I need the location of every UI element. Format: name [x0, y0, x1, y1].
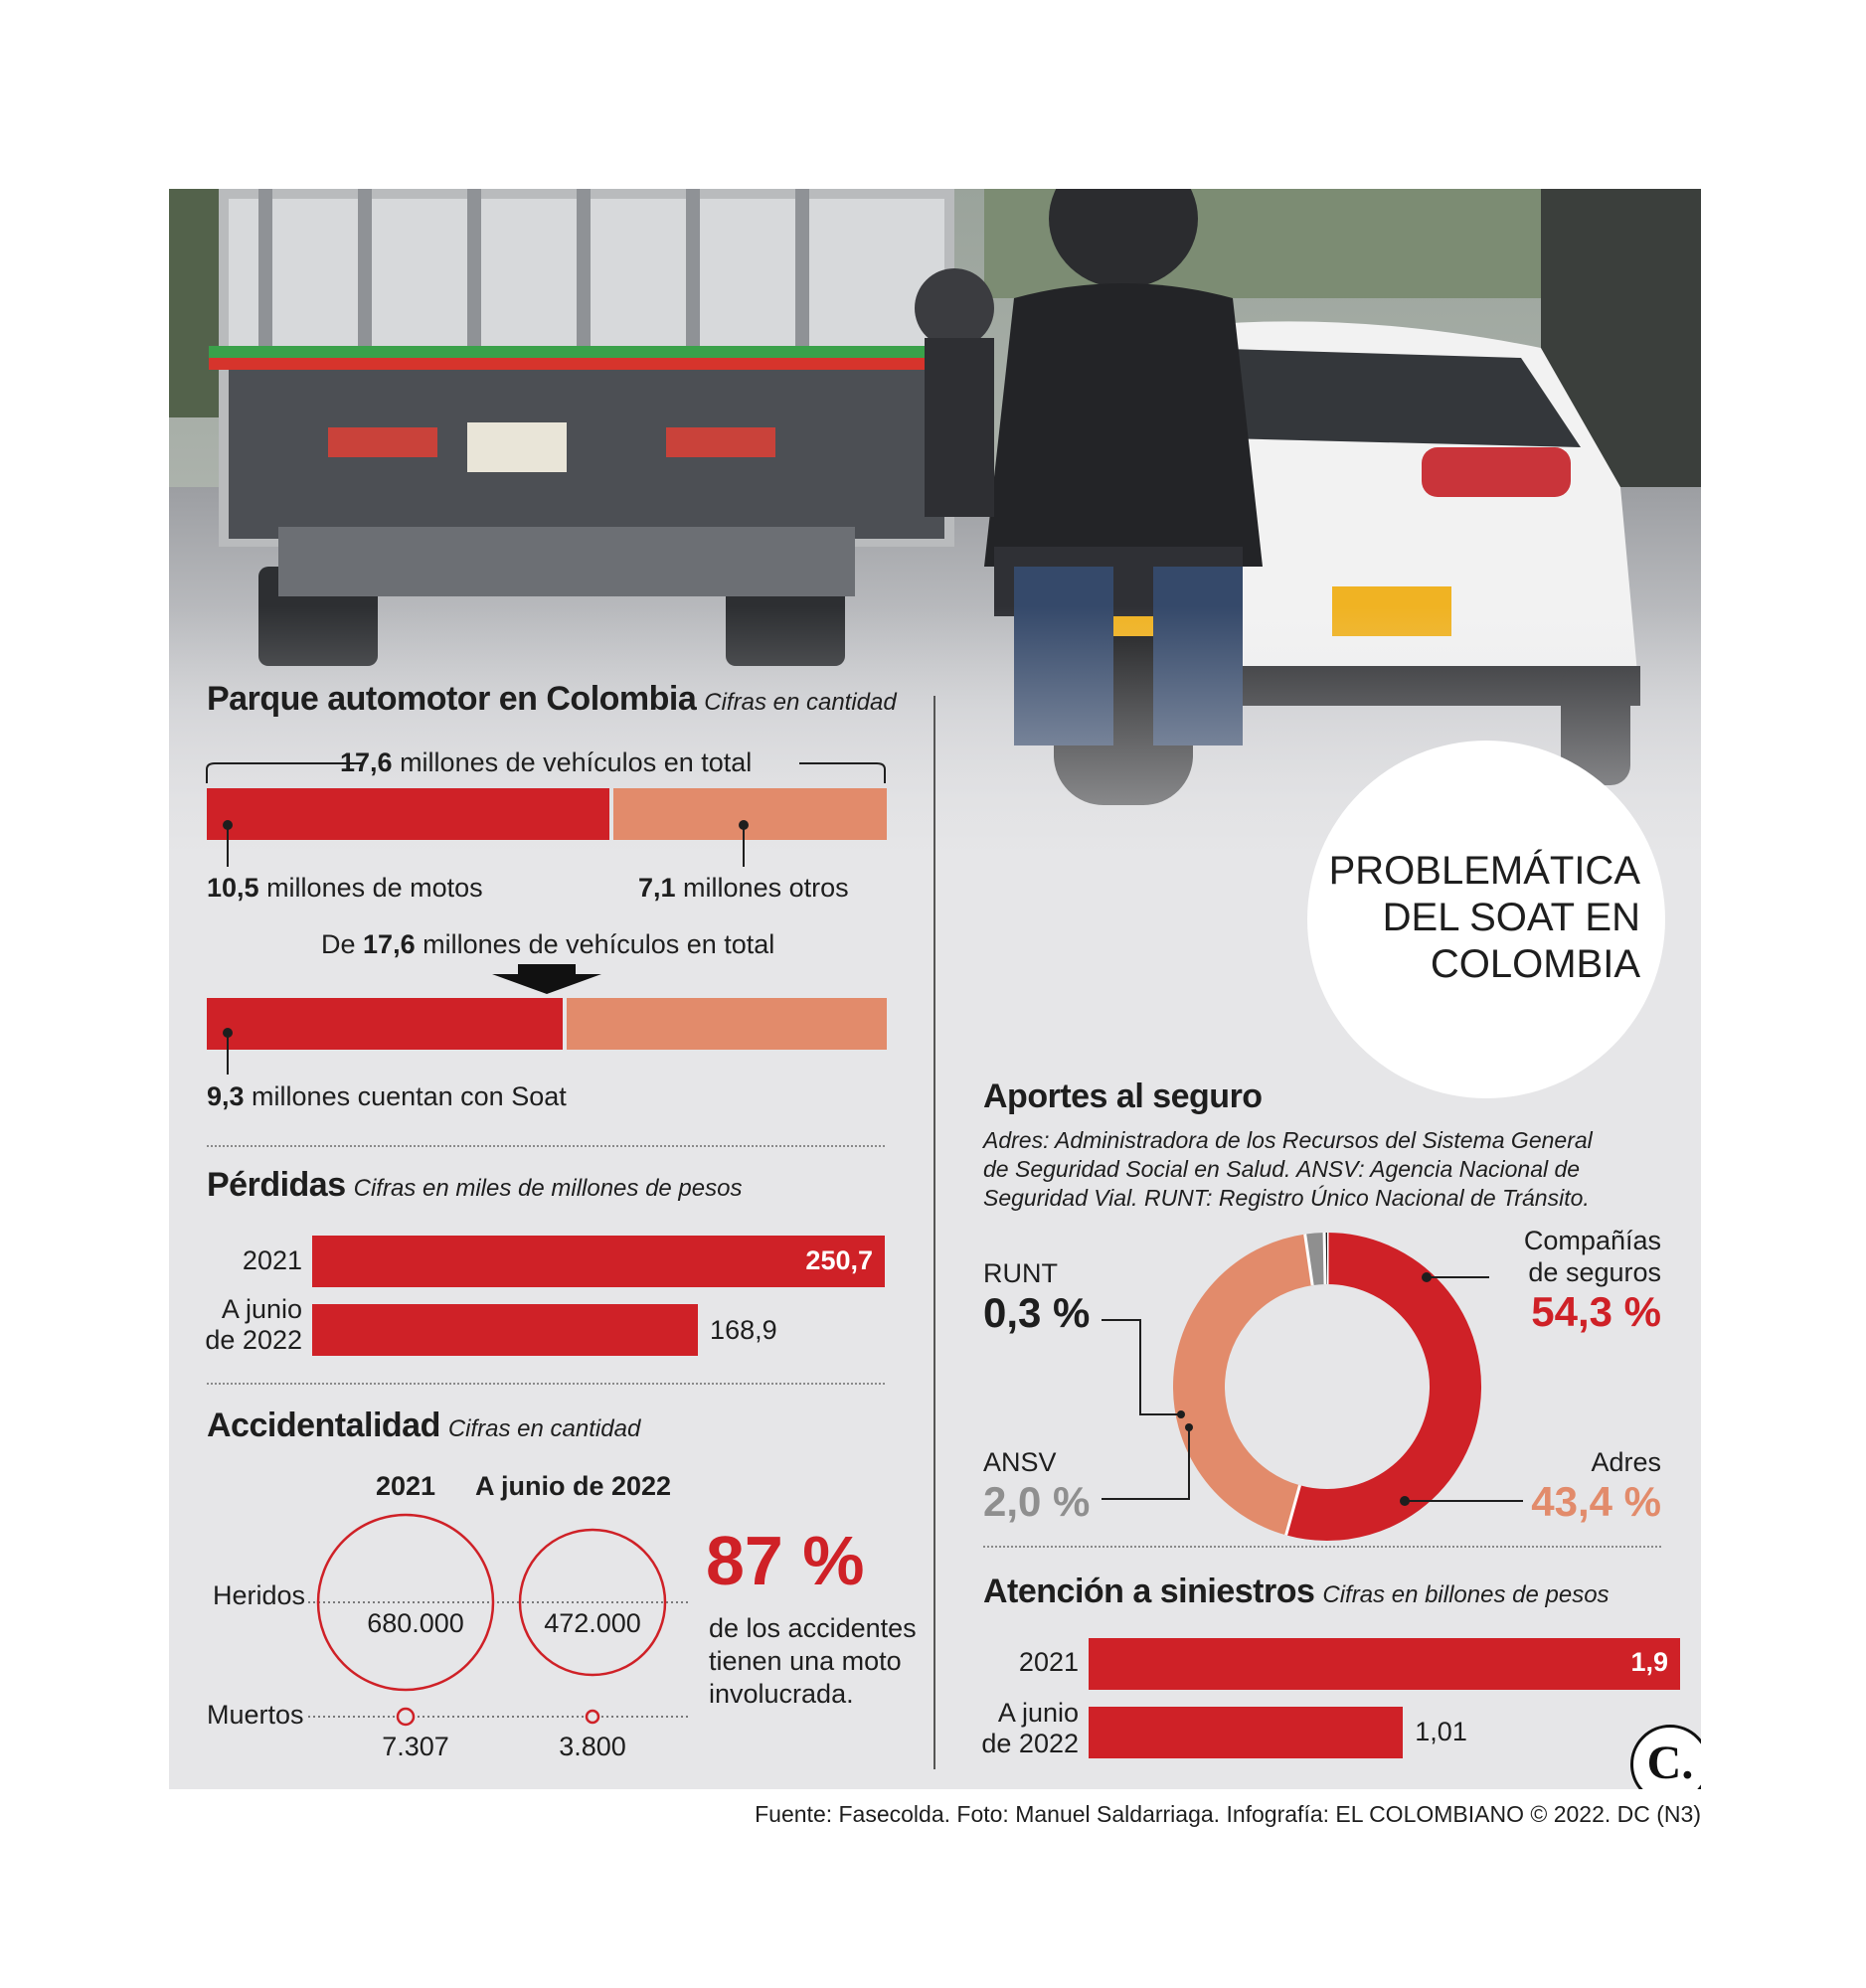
de-prefix: De — [321, 929, 364, 959]
soat-number: 9,3 — [207, 1081, 245, 1111]
slice-label-companias — [1524, 1225, 1661, 1336]
aportes-title: Aportes al seguro — [983, 1077, 1263, 1115]
motos-number: 10,5 — [207, 873, 259, 903]
motos-text: millones de motos — [258, 873, 483, 903]
aportes-note-line-2: de Seguridad Social en Salud. ANSV: Agencia Nacional de — [983, 1156, 1581, 1182]
ansv-value: 2,0 % — [983, 1478, 1091, 1525]
total-vehiculos-number: 17,6 — [340, 747, 393, 777]
atencion-category-1-line-1: de 2022 — [981, 1729, 1079, 1758]
donut-slice-ansv — [1308, 1258, 1324, 1259]
accidentalidad-subtitle: Cifras en cantidad — [447, 1415, 641, 1442]
atencion-category-1-line-0: A junio — [997, 1698, 1079, 1728]
ansv-label: ANSV — [983, 1447, 1057, 1477]
pct-caption-line-3: involucrada. — [709, 1679, 854, 1709]
title-line-2: DEL SOAT EN — [1382, 896, 1640, 939]
aportes-note-line-1: Adres: Administradora de los Recursos del Sistema General — [983, 1127, 1593, 1153]
footer-source: Fuente: Fasecolda. Foto: Manuel Saldarriaga. Infografía: EL COLOMBIANO © 2022. DC (N3) — [755, 1801, 1701, 1827]
atencion-category-0 — [1019, 1647, 1079, 1678]
atencion-title: Atención a siniestros — [983, 1573, 1315, 1610]
motos-pin-line — [227, 827, 229, 867]
adres-label: Adres — [1591, 1447, 1661, 1477]
pct-caption-line-1: de los accidentes — [709, 1613, 917, 1643]
bar-sin-soat — [567, 998, 887, 1050]
perdidas-subtitle: Cifras en miles de millones de pesos — [353, 1175, 743, 1202]
perdidas-category-1 — [205, 1294, 302, 1356]
companias-label-line-1: Compañías — [1523, 1226, 1661, 1255]
heridos-label: Heridos — [213, 1580, 306, 1610]
de-text: millones de vehículos en total — [415, 929, 775, 959]
perdidas-bar-1 — [312, 1304, 698, 1356]
divider-1 — [207, 1145, 885, 1147]
down-arrow-icon — [492, 964, 601, 994]
atencion-bar-0 — [1089, 1638, 1680, 1690]
title-circle — [1307, 741, 1665, 1098]
otros-number: 7,1 — [638, 873, 676, 903]
runt-label: RUNT — [983, 1258, 1058, 1288]
pct-caption-line-2: tienen una moto — [709, 1646, 902, 1676]
bar-otros — [613, 788, 887, 840]
soat-text: millones cuentan con Soat — [244, 1081, 567, 1111]
heridos-2022-value: 472.000 — [544, 1608, 641, 1638]
perdidas-category-1-line-1: de 2022 — [205, 1325, 302, 1355]
donut-slice-companias — [1293, 1258, 1455, 1515]
parque-heading — [207, 680, 897, 719]
pct-87-caption — [709, 1612, 917, 1711]
atencion-bar-1 — [1089, 1707, 1403, 1758]
muertos-2022-value: 3.800 — [559, 1732, 626, 1761]
runt-value: 0,3 % — [983, 1289, 1091, 1336]
total-vehiculos-text: millones de vehículos en total — [392, 747, 753, 777]
parque-subtitle: Cifras en cantidad — [704, 689, 897, 716]
adres-value: 43,4 % — [1531, 1478, 1661, 1525]
atencion-category-0-line-0: 2021 — [1018, 1647, 1079, 1677]
aportes-note — [983, 1126, 1593, 1213]
total-vehiculos-label — [340, 747, 752, 778]
column-divider — [933, 696, 935, 1769]
otros-text: millones otros — [675, 873, 849, 903]
accidentalidad-title: Accidentalidad — [207, 1407, 440, 1444]
otros-label — [638, 873, 849, 904]
parque-title: Parque automotor en Colombia — [207, 680, 697, 718]
perdidas-heading — [207, 1166, 742, 1205]
infographic-panel — [169, 189, 1701, 1789]
aportes-donut-chart — [1163, 1223, 1491, 1551]
donut-separator-3 — [1324, 1233, 1325, 1284]
title-line-1: PROBLEMÁTICA — [1328, 849, 1640, 893]
perdidas-title: Pérdidas — [207, 1166, 346, 1204]
divider-3 — [983, 1546, 1661, 1548]
heridos-2021-value: 680.000 — [367, 1608, 464, 1638]
perdidas-category-0 — [243, 1245, 302, 1276]
atencion-subtitle: Cifras en billones de pesos — [1322, 1581, 1610, 1608]
acc-col-2021: 2021 — [376, 1471, 436, 1501]
accidentalidad-heading — [207, 1407, 640, 1445]
title-line-3: COLOMBIA — [1430, 942, 1640, 986]
de-number: 17,6 — [363, 929, 416, 959]
atencion-category-1 — [981, 1698, 1079, 1759]
bar-con-soat — [207, 998, 563, 1050]
atencion-value-label-0: 1,9 — [1630, 1647, 1668, 1677]
muertos-label: Muertos — [207, 1700, 304, 1730]
perdidas-value-label-0: 250,7 — [805, 1245, 873, 1275]
logo-letter: C. — [1646, 1737, 1694, 1789]
de-total-label — [321, 929, 774, 960]
bar-motos — [207, 788, 609, 840]
slice-label-adres — [1531, 1446, 1661, 1526]
donut-slice-adres — [1199, 1259, 1308, 1510]
aportes-note-line-3: Seguridad Vial. RUNT: Registro Único Nacional de Tránsito. — [983, 1185, 1590, 1211]
el-colombiano-logo — [1630, 1725, 1701, 1789]
slice-label-runt — [983, 1257, 1090, 1337]
soat-pin-line — [227, 1035, 229, 1075]
aportes-heading — [983, 1077, 1263, 1116]
motos-label — [207, 873, 483, 904]
atencion-value-label-1: 1,01 — [1415, 1717, 1467, 1746]
companias-label-line-2: de seguros — [1528, 1257, 1661, 1287]
title-text — [1329, 848, 1640, 988]
perdidas-category-0-line-0: 2021 — [242, 1245, 302, 1275]
muertos-2021-value: 7.307 — [382, 1732, 449, 1761]
muertos-2022-circle — [587, 1711, 598, 1723]
pct-87: 87 % — [706, 1522, 865, 1599]
divider-2 — [207, 1383, 885, 1385]
soat-label — [207, 1081, 567, 1112]
companias-value: 54,3 % — [1531, 1288, 1661, 1335]
atencion-heading — [983, 1573, 1610, 1611]
slice-label-ansv — [983, 1446, 1090, 1526]
otros-pin-line — [743, 827, 745, 867]
perdidas-value-label-1: 168,9 — [710, 1315, 777, 1345]
acc-col-2022: A junio de 2022 — [475, 1471, 672, 1501]
muertos-2021-circle — [398, 1709, 414, 1725]
perdidas-bar-0 — [312, 1236, 885, 1287]
perdidas-category-1-line-0: A junio — [221, 1294, 302, 1324]
